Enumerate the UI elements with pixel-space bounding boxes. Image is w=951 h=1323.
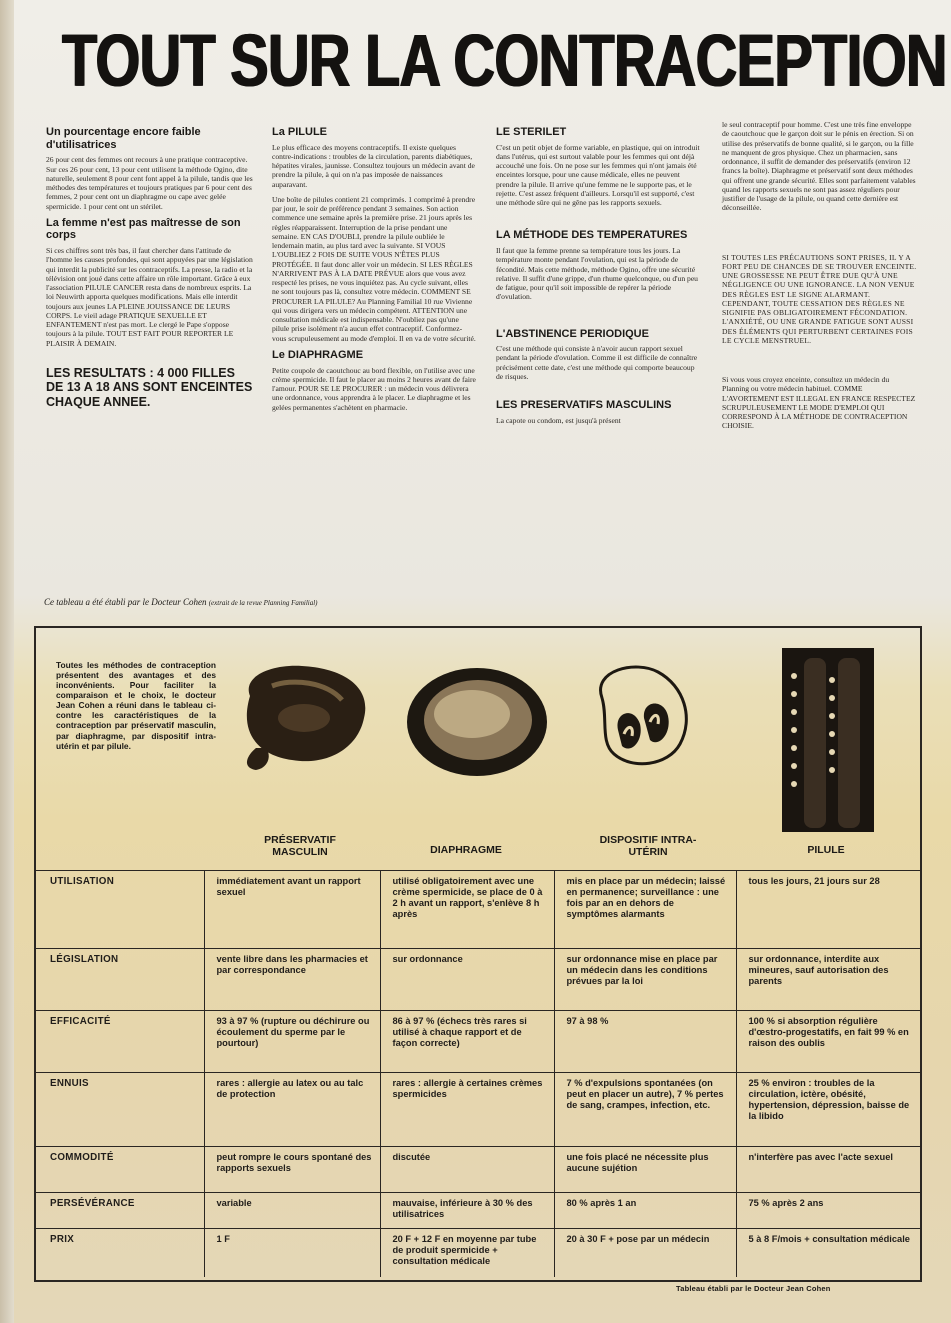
row-label: PRIX xyxy=(36,1229,204,1277)
iud-illustration xyxy=(584,658,704,778)
table-row xyxy=(36,949,920,1011)
column-header: DISPOSITIF INTRA-UTÉRIN xyxy=(599,834,697,859)
table-cell: rares : allergie au latex ou au talc de protection xyxy=(204,1073,380,1147)
diaphragm-illustration xyxy=(402,662,552,782)
section-heading: LES PRESERVATIFS MASCULINS xyxy=(496,399,672,412)
section-heading: La PILULE xyxy=(272,126,328,138)
table-cell: sur ordonnance mise en place par un médecin dans les conditions prévues par la loi xyxy=(554,949,736,1011)
column-header: PRÉSERVATIF MASCULIN xyxy=(264,834,336,859)
table-cell: 93 à 97 % (rupture ou déchirure ou écoulement du sperme par le pourtour) xyxy=(204,1011,380,1073)
table-cell: 97 à 98 % xyxy=(554,1011,736,1073)
credit-text: Ce tableau a été établi par le Docteur Cohen xyxy=(44,597,207,607)
comparison-table xyxy=(36,870,920,1277)
paragraph: Il faut que la femme prenne sa température tous les jours. La température monte pendant l'ovulation, qui est la période de fécondité. Mais cette méthode, méthode Ogino, offre une sécurité relative. Il suffit d'une grippe, d'un rhume quelconque, ou d'un peu de fatigue, pour qu'il soit impossible de repérer la période d'ovulation. xyxy=(496,246,698,302)
table-cell: 20 F + 12 F en moyenne par tube de produit spermicide + consultation médicale xyxy=(380,1229,554,1277)
row-label: EFFICACITÉ xyxy=(36,1011,204,1073)
table-cell: rares : allergie à certaines crèmes spermicides xyxy=(380,1073,554,1147)
table-row xyxy=(36,871,920,949)
magazine-page xyxy=(14,0,951,1323)
paragraph: 26 pour cent des femmes ont recours à une pratique contraceptive. Sur ces 26 pour cent, 13 pour cent utilisent la méthode Ogino, dite naturelle, seulement 8 pour cent font appel à la pilule, tandis que les méthodes des températures et toujours pratiques par 6 pour cent des femmes, 2 pour cent ont un diaphragme ou cape avec gelée spermicide. 1 pour cent ont un stérilet. xyxy=(46,155,253,211)
credit-source: (extrait de la revue Planning Familial) xyxy=(208,599,318,607)
section-heading: LA MÉTHODE DES TEMPERATURES xyxy=(496,229,688,242)
table-row xyxy=(36,1193,920,1229)
article-column-1 xyxy=(46,120,254,409)
article-column-4 xyxy=(722,120,918,437)
table-column-headers xyxy=(36,834,920,870)
table-cell: 75 % après 2 ans xyxy=(736,1193,920,1229)
table-intro: Toutes les méthodes de contraception présentent des avantages et des inconvénients. Pour faciliter la comparaison et le choix, le docteur Jean Cohen a réuni dans le tableau ci-contre les caractéristiques de la contraception par préservatif masculin, par diaphragme, par dispositif intra-utérin et par pilule. xyxy=(56,660,216,751)
comparison-table-box xyxy=(34,626,922,1282)
table-row xyxy=(36,1073,920,1147)
paragraph: Si ces chiffres sont très bas, il faut chercher dans l'attitude de l'homme les causes profondes, qui sont appuyées par une législation qui interdit la publicité sur les contraceptifs. La presse, la radio et la télévision ont joué dans cette affaire un rôle important. Grâce à eux l'association PILULE CANCER resta dans de nombreux esprits. La loi Neuwirth apporta quelques modifications. Mais elle interdit toujours aux jeunes LA PLEINE JOUISSANCE DE LEURS CORPS. Le vieil adage PRATIQUE SEXUELLE ET ENFANTEMENT n'est pas mort. Le clergé le Pape s'oppose toujours à la pilule. TOUT EST FAIT POUR REPORTER LE PLAISIR À DEMAIN. xyxy=(46,246,253,348)
table-cell: utilisé obligatoirement avec une crème spermicide, se place de 0 à 2 h avant un rapport, s'enlève 8 h après xyxy=(380,871,554,949)
paragraph: C'est un petit objet de forme variable, en plastique, qui on introduit dans l'utérus, qui est surtout valable pour les femmes qui ont déjà accouché une fois. On ne pose sur les femmes qui n'ont jamais été enceintes lorsque, pour une cause médicale, elles ne peuvent prendre la pilule. Il arrive qu'une femme ne le supporte pas, et le rejette. C'est assez fréquent d'ailleurs. Lorsqu'il est supporté, c'est une méthode sûre qui ne gêne pas les rapports sexuels. xyxy=(496,142,700,208)
paragraph: C'est une méthode qui consiste à n'avoir aucun rapport sexuel pendant la période d'ovulation. Comme il est difficile de connaître précisément cette date, c'est une méthode qui comporte beaucoup de risques. xyxy=(496,344,698,381)
table-credit xyxy=(44,597,318,607)
article-column-2 xyxy=(272,120,476,418)
table-cell: 7 % d'expulsions spontanées (on peut en placer un autre), 7 % pertes de sang, crampes, infection, etc. xyxy=(554,1073,736,1147)
table-cell: vente libre dans les pharmacies et par correspondance xyxy=(204,949,380,1011)
row-label: ENNUIS xyxy=(36,1073,204,1147)
condom-illustration xyxy=(232,656,382,780)
results-statement: LES RESULTATS : 4 000 FILLES DE 13 A 18 ANS SONT ENCEINTES CHAQUE ANNEE. xyxy=(46,365,253,409)
table-cell: n'interfère pas avec l'acte sexuel xyxy=(736,1147,920,1193)
paragraph: SI TOUTES LES PRÉCAUTIONS SONT PRISES, IL Y A FORT PEU DE CHANCES DE SE TROUVER ENCEINTE. UNE GROSSESSE NE PEUT ÊTRE DUE QU'À UNE NÉGLIGENCE OU UNE IGNORANCE. LA NON VENUE DES RÈGLES EST LE SIGNE ALARMANT. CEPENDANT, TOUTE CESSATION DES RÈGLES NE SIGNIFIE PAS OBLIGATOIREMENT FÉCONDATION. L'ANXIÉTÉ, OU UNE GRANDE FATIGUE SONT AUSSI DES ÉLÉMENTS QUI PERTURBENT CERTAINES FOIS LE CYCLE MENSTRUEL. xyxy=(722,252,917,345)
table-row xyxy=(36,1229,920,1277)
paragraph: Si vous vous croyez enceinte, consultez un médecin du Planning ou votre médecin habituel. COMME L'AVORTEMENT EST ILLEGAL EN FRANCE RESPECTEZ SCRUPULEUSEMENT LE MODE D'EMPLOI QUI CORRESPOND À LA MÉTHODE DE CONTRACEPTION CHOISIE. xyxy=(722,375,916,431)
row-label: UTILISATION xyxy=(36,871,204,949)
table-cell: peut rompre le cours spontané des rapports sexuels xyxy=(204,1147,380,1193)
table-cell: sur ordonnance, interdite aux mineures, sauf autorisation des parents xyxy=(736,949,920,1011)
table-cell: 20 à 30 F + pose par un médecin xyxy=(554,1229,736,1277)
page-gutter xyxy=(0,0,14,1323)
section-heading: LE STERILET xyxy=(496,126,567,138)
table-row xyxy=(36,1011,920,1073)
page-title: TOUT SUR LA CONTRACEPTION xyxy=(62,19,947,102)
table-cell: 86 à 97 % (échecs très rares si utilisé à chaque rapport et de façon correcte) xyxy=(380,1011,554,1073)
row-label: LÉGISLATION xyxy=(36,949,204,1011)
table-cell: mis en place par un médecin; laissé en permanence; surveillance : une fois par an en dehors de symptômes alarmants xyxy=(554,871,736,949)
table-row xyxy=(36,1147,920,1193)
table-cell: 80 % après 1 an xyxy=(554,1193,736,1229)
section-heading: Le DIAPHRAGME xyxy=(272,348,364,361)
paragraph: Le plus efficace des moyens contraceptifs. Il existe quelques contre-indications : troubles de la circulation, parents diabétiques, hépatites virales, jaunisse. Consultez toujours un médecin avant de prendre la pilule, à qui on n'a pas imposée de naissances auparavant. xyxy=(272,142,475,189)
table-cell: sur ordonnance xyxy=(380,949,554,1011)
column-header: DIAPHRAGME xyxy=(430,844,502,856)
table-cell: immédiatement avant un rapport sexuel xyxy=(204,871,380,949)
table-cell: variable xyxy=(204,1193,380,1229)
table-cell: discutée xyxy=(380,1147,554,1193)
row-label: PERSÉVÉRANCE xyxy=(36,1193,204,1229)
row-label: COMMODITÉ xyxy=(36,1147,204,1193)
section-heading: La femme n'est pas maîtresse de son corps xyxy=(46,216,241,242)
article-column-3 xyxy=(496,120,702,431)
paragraph: le seul contraceptif pour homme. C'est une très fine enveloppe de caoutchouc que le garçon doit sur le pénis en érection. Si on utilise des préservatifs de bonne qualité, si le garçon, ou la fille ne manquent de gros physique. Chez un pharmacien, sans ordonnance, il suffit de demander des préservatifs (environ 12 francs la boîte). Diaphragme et préservatif sont deux méthodes qui offrent une grande sécurité. Elles sont parfaitement valables quand les rapports sexuels ne sont pas assez réguliers pour justifier de l'usage de la pilule, ou quand cette dernière est déconseillée. xyxy=(722,120,916,213)
pill-pack-illustration xyxy=(780,646,876,834)
column-header: PILULE xyxy=(807,844,845,856)
table-cell: 25 % environ : troubles de la circulation, ictère, obésité, hypertension, dépression, baisse de la libido xyxy=(736,1073,920,1147)
table-cell: une fois placé ne nécessite plus aucune sujétion xyxy=(554,1147,736,1193)
table-cell: 5 à 8 F/mois + consultation médicale xyxy=(736,1229,920,1277)
section-heading: Un pourcentage encore faible d'utilisatrices xyxy=(46,126,201,151)
paragraph: Une boîte de pilules contient 21 comprimés. 1 comprimé à prendre par jour, le soir de préférence pendant 3 semaines. Son action commence une semaine après la première prise. 21 jours après les règles réapparaissent. Interruption de la prise pendant une semaine. EN CAS D'OUBLI, prendre la pilule oubliée le lendemain matin, au plus tard avec la suivante. SI VOUS L'OUBLIEZ 2 FOIS DE SUITE VOUS N'ÊTES PLUS PROTÉGÉE. Il faut donc aller voir un médecin. SI LES RÈGLES N'ARRIVENT PAS À LA DATE PRÉVUE alors que vous avez respecté les prises, ne vous inquiétez pas. Au cycle suivant, elles ne sont toujours pas là, consultez votre médecin. COMMENT SE PROCURER LA PILULE? Au Planning Familial 10 rue Vivienne qui vous dirigera vers un médecin compétent. ATTENTION une consultation médicale est indispensable. N'oubliez pas qu'une pilule prise isolément n'a aucun effet contraceptif. Conformez-vous scrupuleusement au mode d'emploi. Il en va de votre sécurité. xyxy=(272,194,476,343)
section-heading: L'ABSTINENCE PERIODIQUE xyxy=(496,327,649,340)
paragraph: La capote ou condom, est jusqu'à présent xyxy=(496,415,621,425)
table-footer-credit: Tableau établi par le Docteur Jean Cohen xyxy=(676,1284,831,1293)
table-cell: mauvaise, inférieure à 30 % des utilisatrices xyxy=(380,1193,554,1229)
table-cell: 100 % si absorption régulière d'œstro-progestatifs, en fait 99 % en raison des oublis xyxy=(736,1011,920,1073)
table-cell: tous les jours, 21 jours sur 28 xyxy=(736,871,920,949)
table-cell: 1 F xyxy=(204,1229,380,1277)
paragraph: Petite coupole de caoutchouc au bord flexible, on l'utilise avec une crème spermicide. Il faut le placer au moins 2 heures avant de faire l'amour. POUR SE LE PROCURER : un médecin vous délivrera une ordonnance, vous apprendra à le placer. Le diaphragme et les gelées permanentes s'achètent en pharmacie. xyxy=(272,365,476,412)
